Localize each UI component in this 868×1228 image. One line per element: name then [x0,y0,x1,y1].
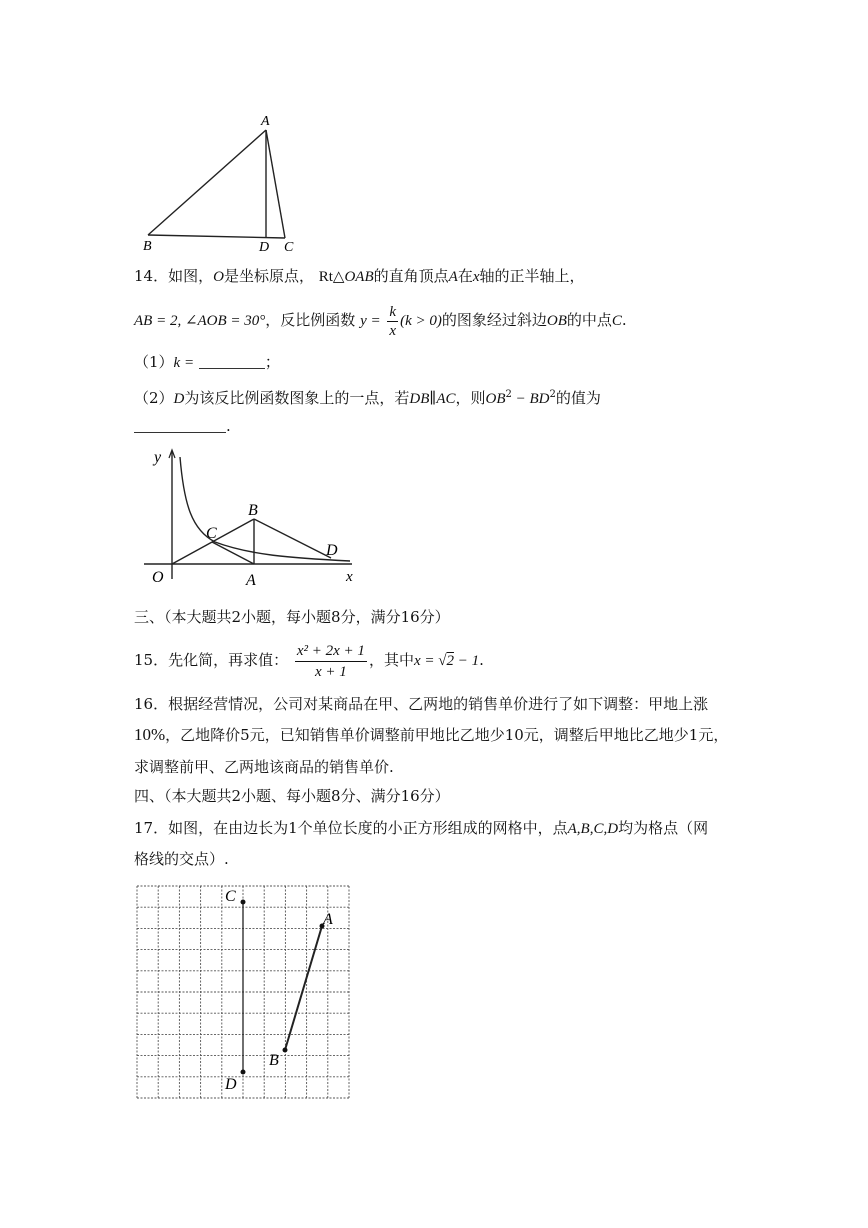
q16-line3: 求调整前甲、乙两地该商品的销售单价. [134,758,394,776]
segment-bd [254,519,331,558]
q15-fraction: $\frac{\text{x² + 2x + 1}}{x + 1}$ [296,642,365,680]
q16-line1: 16．根据经营情况，公司对某商品在甲、乙两地的销售单价进行了如下调整：甲地上涨 [134,695,709,713]
label-c: C [206,525,217,542]
label-b: B [143,239,152,254]
label-b: B [248,502,258,519]
answer-blank-2[interactable] [134,418,226,433]
grid-figure [132,880,357,1102]
q17-line2: 格线的交点）. [134,850,229,868]
answer-blank-1[interactable] [199,354,265,369]
q14-part2-answer: . [134,416,231,436]
label-a: A [323,911,333,928]
label-d: D [259,240,270,255]
label-o: O [152,569,164,586]
segment-ab [285,926,322,1050]
q15-stem: 15．先化简，再求值： $\frac{\text{x² + 2x + 1}}{x + 1}$ ，其中x = √2 − 1. [134,642,484,680]
section-4-title: 四、（本大题共2小题、每小题8分、满分16分） [134,787,450,805]
label-a: A [246,572,256,589]
q14-part1: （1）k = ； [134,353,280,371]
label-d: D [225,1076,237,1093]
label-a: A [261,114,270,129]
segment-ba [148,130,266,235]
func-fraction: $\frac{k}{x}$ [389,303,397,339]
label-c: C [284,240,294,255]
section-3-title: 三、（本大题共2小题，每小题8分，满分16分） [134,608,450,626]
point-c [241,900,246,905]
q14-stem: 14．如图，O是坐标原点， Rt△OAB的直角顶点A在x轴的正半轴上， [134,267,585,285]
point-b [283,1048,288,1053]
segment-ac [266,130,285,238]
label-x: x [346,569,353,585]
label-b: B [269,1052,279,1069]
segment-bc [148,235,285,238]
q17-line1: 17．如图，在由边长为1个单位长度的小正方形组成的网格中，点A,B,C,D均为格点（网 [134,819,709,837]
coordinate-figure [140,445,365,590]
label-c: C [225,888,236,905]
label-y: y [154,449,162,466]
label-d: D [326,542,338,559]
q14-condition: AB = 2, ∠AOB = 30°，反比例函数 y = $\frac{k}{x}$ (k > 0)的图象经过斜边OB的中点C. [134,303,627,339]
q14-part2: （2）D为该反比例函数图象上的一点，若DB∥AC，则$OB^2 - BD^2$的值为 [134,389,601,407]
segment-ca [212,542,254,564]
point-d [241,1070,246,1075]
q16-line2: 10%，乙地降价5元，已知销售单价调整前甲地比乙地少10元，调整后甲地比乙地少1元， [134,725,729,744]
triangle-figure [138,108,310,256]
